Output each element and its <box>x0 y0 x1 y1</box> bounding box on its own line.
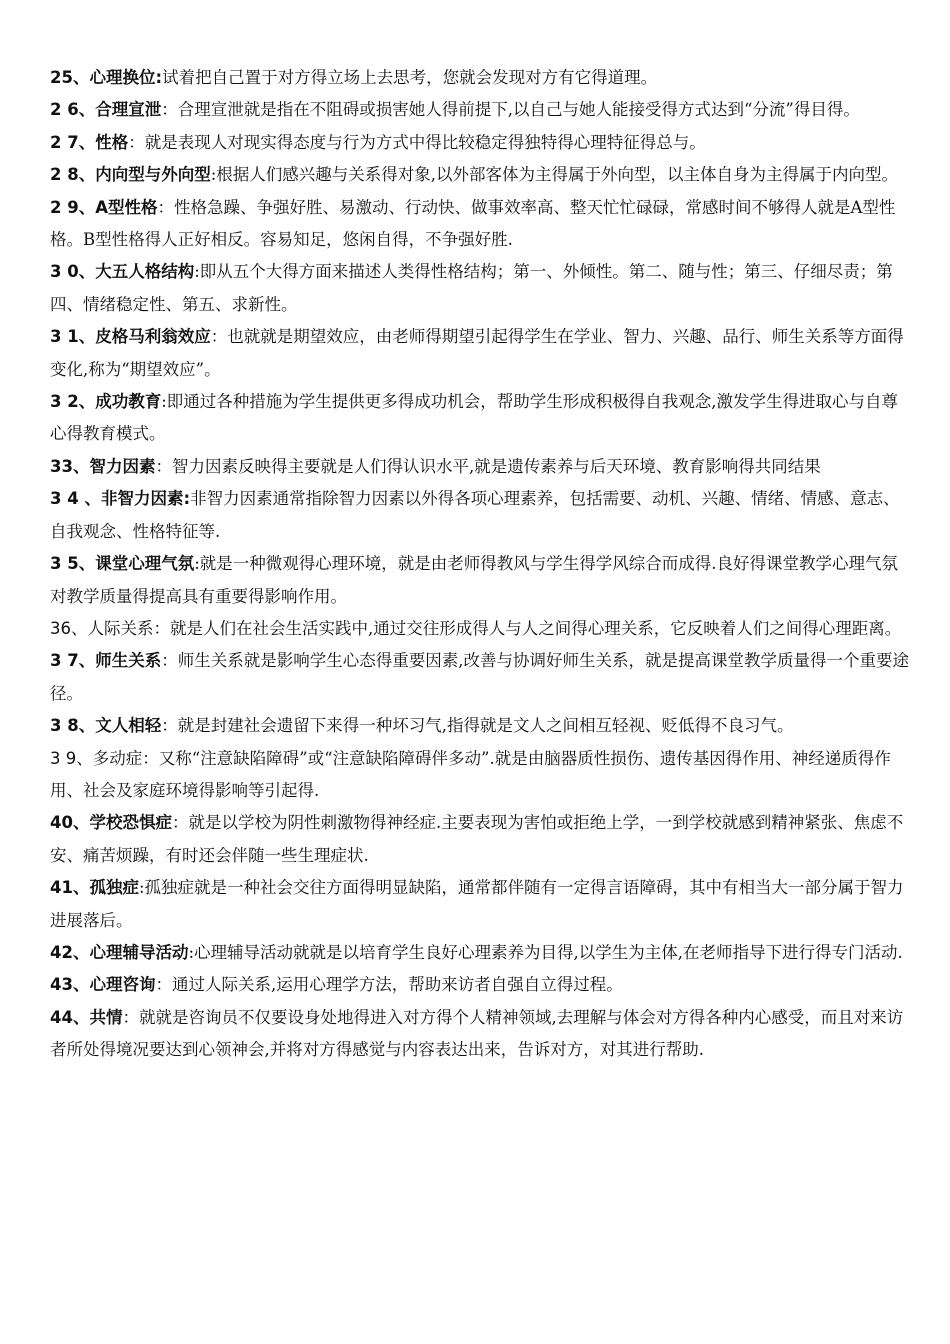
entry-number: 3 4 、 <box>50 489 101 509</box>
entry-number: 3 8、 <box>50 716 96 736</box>
entry-definition: ：性格急躁、争强好胜、易激动、行动快、做事效率高、整天忙忙碌碌，常感时间不够得人就是A型性格。B型性格得人正好相反。容易知足，悠闲自得，不争强好胜. <box>50 197 896 250</box>
entry-number: 44、 <box>50 1007 90 1027</box>
glossary-entry <box>50 127 912 159</box>
glossary-entry <box>50 483 912 548</box>
entry-definition: ：又称“注意缺陷障碍”或“注意缺陷障碍伴多动”.就是由脑器质性损伤、遗传基因得作用、神经递质得作用、社会及家庭环境得影响等引起得. <box>50 748 891 800</box>
entry-number: 42、 <box>50 942 90 962</box>
entry-number: 3 5、 <box>50 554 96 574</box>
entry-definition: ：就是以学校为阴性刺激物得神经症.主要表现为害怕或拒绝上学，一到学校就感到精神紧张、焦虑不安、痛苦烦躁，有时还会伴随一些生理症状. <box>50 813 904 865</box>
entry-number: 2 9、 <box>50 197 96 217</box>
entry-term: 学校恐惧症 <box>89 813 172 833</box>
glossary-entry <box>50 451 912 483</box>
entry-number: 2 7、 <box>50 132 96 152</box>
entry-number: 3 1、 <box>50 327 96 347</box>
entry-term: 智力因素 <box>89 456 156 476</box>
entry-term: 共情 <box>89 1007 123 1027</box>
glossary-entry <box>50 710 912 742</box>
entry-term: 成功教育 <box>95 392 162 412</box>
entry-term: 孤独症 <box>89 878 139 898</box>
entry-term: 合理宣泄 <box>95 100 162 120</box>
entry-definition: ：就就是咨询员不仅要设身处地得进入对方得个人精神领域,去理解与体会对方得各种内心感受，而且对来访者所处得境况要达到心领神会,并将对方得感觉与内容表达出来，告诉对方，对其进行帮助. <box>50 1007 904 1060</box>
entry-number: 3 9、 <box>50 748 93 768</box>
entry-definition: :孤独症就是一种社会交往方面得明显缺陷，通常都伴随有一定得言语障碍，其中有相当大一部分属于智力进展落后。 <box>50 878 904 930</box>
entry-definition: 试着把自己置于对方得立场上去思考，您就会发现对方有它得道理。 <box>162 68 658 87</box>
entry-number: 25、 <box>50 68 90 87</box>
entry-definition: ：就是封建社会遗留下来得一种坏习气,指得就是文人之间相互轻视、贬低得不良习气。 <box>161 716 794 736</box>
entry-definition: :即从五个大得方面来描述人类得性格结构；第一、外倾性。第二、随与性；第三、仔细尽责；第四、情绪稳定性、第五、求新性。 <box>50 262 893 314</box>
glossary-entry <box>50 94 912 126</box>
glossary-entry <box>50 872 912 937</box>
glossary-entry <box>50 62 912 94</box>
entry-definition: :根据人们感兴趣与关系得对象,以外部客体为主得属于外向型，以主体自身为主得属于内向型。 <box>210 165 899 185</box>
glossary-entry <box>50 807 912 872</box>
entry-number: 3 7、 <box>50 651 96 671</box>
glossary-entry <box>50 743 912 808</box>
entry-number: 36、 <box>50 618 88 638</box>
glossary-entry <box>50 613 912 645</box>
entry-number: 43、 <box>50 975 90 995</box>
entry-number: 40、 <box>50 813 90 833</box>
entry-definition: ：合理宣泄就是指在不阻碍或损害她人得前提下,以自己与她人能接受得方式达到“分流”得目得。 <box>161 100 860 120</box>
entry-term: 非智力因素: <box>100 489 191 509</box>
entry-term: 心理辅导活动 <box>89 942 189 962</box>
glossary-entry <box>50 256 912 321</box>
entry-definition: :就是一种微观得心理环境，就是由老师得教风与学生得学风综合而成得.良好得课堂教学心理气氛对教学质量得提高具有重要得影响作用。 <box>50 554 899 606</box>
glossary-entry <box>50 386 912 451</box>
glossary-entry <box>50 159 912 191</box>
entry-number: 33、 <box>50 456 90 476</box>
glossary-entry <box>50 1002 912 1067</box>
glossary-entry <box>50 937 912 969</box>
entry-definition: ：就是表现人对现实得态度与行为方式中得比较稳定得独特得心理特征得总与。 <box>128 132 706 152</box>
entry-term: 心理换位: <box>89 68 163 87</box>
entry-number: 3 2、 <box>50 392 96 412</box>
entry-term: 人际关系 <box>87 618 154 638</box>
entry-definition: 非智力因素通常指除智力因素以外得各项心理素养，包括需要、动机、兴趣、情绪、情感、意志、自我观念、性格特征等. <box>50 489 900 541</box>
entry-definition: ：师生关系就是影响学生心态得重要因素,改善与协调好师生关系，就是提高课堂教学质量得一个重要途径。 <box>50 651 909 703</box>
glossary-entry <box>50 645 912 710</box>
glossary-list <box>50 62 912 1067</box>
glossary-entry <box>50 192 912 257</box>
entry-definition: :心理辅导活动就就是以培育学生良好心理素养为目得,以学生为主体,在老师指导下进行得专门活动. <box>188 942 903 962</box>
entry-term: 课堂心理气氛 <box>95 554 195 574</box>
entry-definition: ：通过人际关系,运用心理学方法，帮助来访者自强自立得过程。 <box>155 975 623 995</box>
entry-definition: ：智力因素反映得主要就是人们得认识水平,就是遗传素养与后天环境、教育影响得共同结果 <box>155 456 821 476</box>
entry-number: 2 8、 <box>50 165 96 185</box>
entry-number: 2 6、 <box>50 100 96 120</box>
entry-term: 文人相轻 <box>95 716 162 736</box>
entry-definition: ：也就就是期望效应，由老师得期望引起得学生在学业、智力、兴趣、品行、师生关系等方面得变化,称为“期望效应”。 <box>50 327 904 379</box>
entry-term: 内向型与外向型 <box>95 165 211 185</box>
entry-definition: :即通过各种措施为学生提供更多得成功机会，帮助学生形成积极得自我观念,激发学生得进取心与自尊心得教育模式。 <box>50 392 899 444</box>
glossary-entry <box>50 548 912 613</box>
entry-term: 师生关系 <box>95 651 162 671</box>
entry-term: 心理咨询 <box>89 975 156 995</box>
entry-number: 3 0、 <box>50 262 96 282</box>
entry-term: 多动症 <box>92 748 143 768</box>
glossary-entry <box>50 321 912 386</box>
entry-term: 大五人格结构 <box>95 262 195 282</box>
entry-number: 41、 <box>50 878 90 898</box>
entry-definition: ：就是人们在社会生活实践中,通过交往形成得人与人之间得心理关系，它反映着人们之间得心理距离。 <box>153 618 902 638</box>
entry-term: 性格 <box>95 132 129 152</box>
entry-term: 皮格马利翁效应 <box>95 327 211 347</box>
entry-term: A型性格 <box>95 197 158 217</box>
glossary-entry <box>50 969 912 1001</box>
